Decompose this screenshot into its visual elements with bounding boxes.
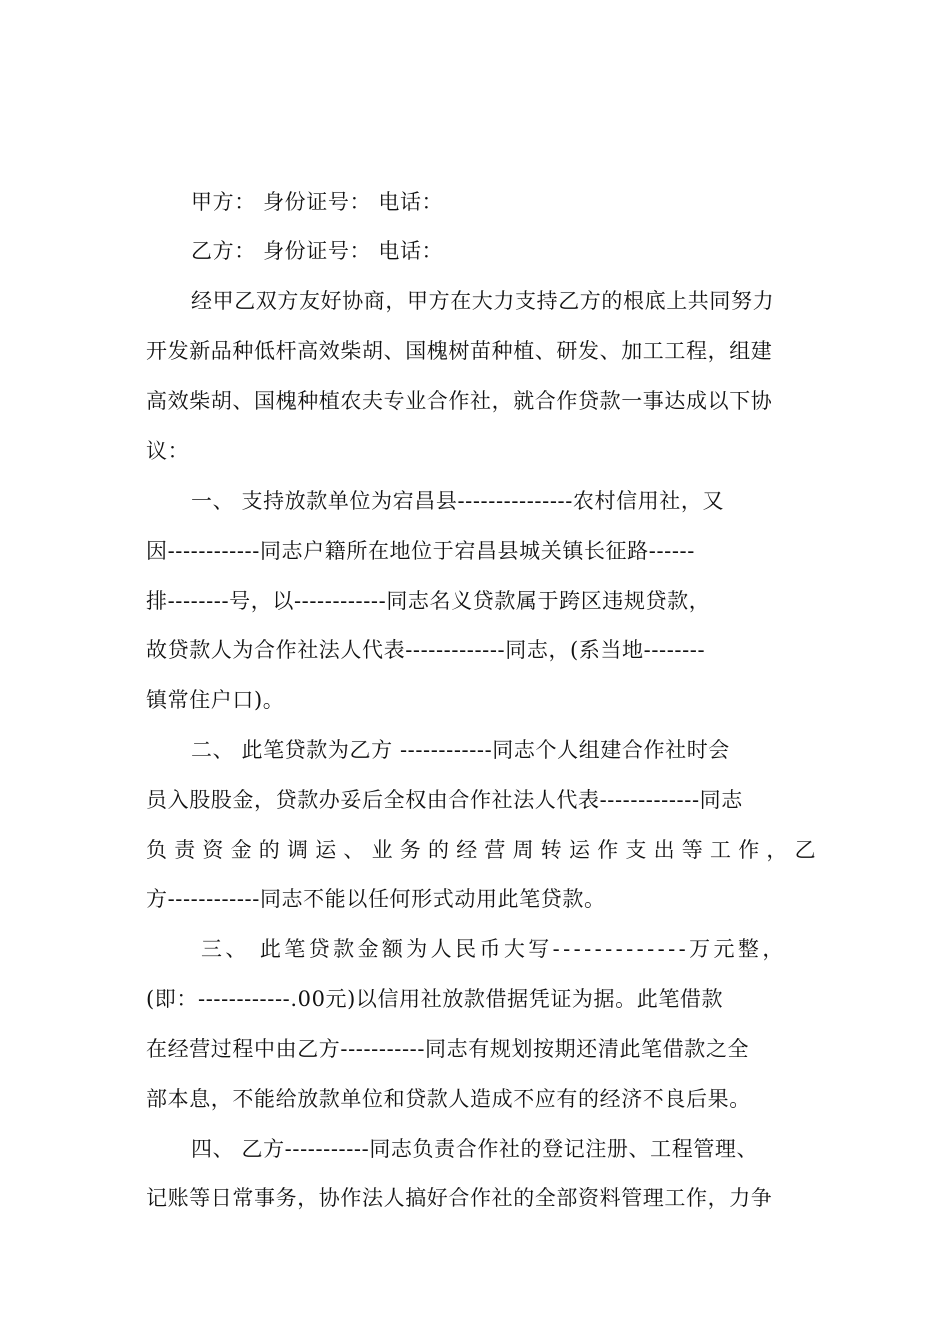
clause-2-line-2: 员入股股金，贷款办妥后全权由合作社法人代表-------------同志 (146, 788, 743, 812)
intro-line-4: 议： (146, 439, 190, 463)
clause-4-line-2: 记账等日常事务，协作法人搞好合作社的全部资料管理工作，力争 (146, 1186, 773, 1210)
clause-1-line-3: 排--------号，以------------同志名义贷款属于跨区违规贷款， (146, 589, 711, 613)
clause-1-line-4: 故贷款人为合作社法人代表-------------同志，(系当地-------- (146, 638, 706, 662)
clause-1-line-2: 因------------同志户籍所在地位于宕昌县城关镇长征路------ (146, 539, 695, 563)
intro-line-2: 开发新品种低杆高效柴胡、国槐树苗种植、研发、加工工程，组建 (146, 339, 773, 363)
clause-1-line-5: 镇常住户口)。 (146, 688, 285, 712)
intro-line-1: 经甲乙双方友好协商，甲方在大力支持乙方的根底上共同努力 (191, 289, 775, 313)
clause-1-line-1: 一、 支持放款单位为宕昌县---------------农村信用社，又 (191, 489, 725, 513)
clause-4-line-1: 四、 乙方-----------同志负责合作社的登记注册、工程管理、 (191, 1137, 759, 1161)
clause-3-line-4: 部本息，不能给放款单位和贷款人造成不应有的经济不良后果。 (146, 1087, 751, 1111)
clause-2-line-3: 负责资金的调运、业务的经营周转运作支出等工作，乙 (146, 838, 823, 862)
party-a-line: 甲方： 身份证号： 电话： (191, 190, 444, 214)
clause-2-line-1: 二、 此笔贷款为乙方 ------------同志个人组建合作社时会 (191, 738, 730, 762)
intro-line-3: 高效柴胡、国槐种植农夫专业合作社，就合作贷款一事达成以下协 (146, 389, 773, 413)
clause-2-line-4: 方------------同志不能以任何形式动用此笔贷款。 (146, 887, 606, 911)
clause-3-line-1: 三、 此笔贷款金额为人民币大写-------------万元整， (201, 937, 787, 961)
party-b-line: 乙方： 身份证号： 电话： (191, 239, 444, 263)
clause-3-line-3: 在经营过程中由乙方-----------同志有规划按期还清此笔借款之全 (146, 1037, 750, 1061)
clause-3-line-2: (即：------------.00元)以信用社放款借据凭证为据。此笔借款 (146, 987, 724, 1011)
